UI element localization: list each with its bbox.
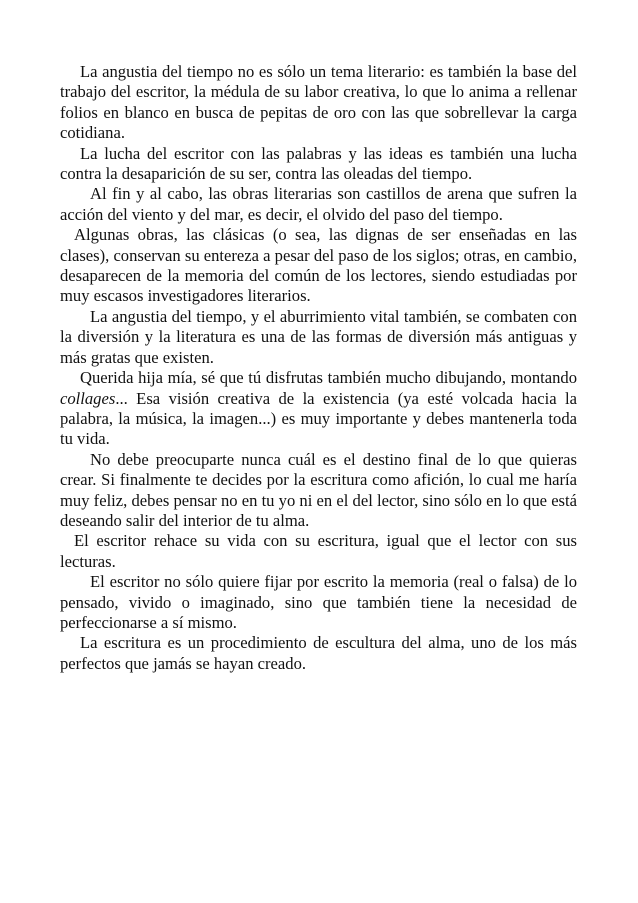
paragraph: La lucha del escritor con las palabras y las ideas es también una lucha contra la desaparición de su ser, contra las oleadas del tiempo. (60, 143, 577, 184)
paragraph-text: ... Esa visión creativa de la existencia (ya esté volcada hacia la palabra, la música, la imagen...) es muy importante y debes mantenerla toda tu vida. (60, 388, 577, 449)
paragraph: No debe preocuparte nunca cuál es el destino final de lo que quieras crear. Si finalmente te decides por la escritura como afición, lo cual me haría muy feliz, debes pensar no en tu yo ni en el del lector, sino sólo en lo que está deseando salir del interior de tu alma. (60, 449, 577, 530)
document-page (60, 62, 577, 674)
paragraph (60, 368, 577, 450)
paragraph: La angustia del tiempo no es sólo un tema literario: es también la base del trabajo del escritor, la médula de su labor creativa, lo que lo anima a rellenar folios en blanco en busca de pepitas de oro con las que sobrellevar la carga cotidiana. (60, 62, 577, 143)
paragraph: Al fin y al cabo, las obras literarias son castillos de arena que sufren la acción del viento y del mar, es decir, el olvido del paso del tiempo. (60, 184, 577, 224)
paragraph-text: Querida hija mía, sé que tú disfrutas también mucho dibujando, montando (80, 368, 577, 388)
paragraph: El escritor no sólo quiere fijar por escrito la memoria (real o falsa) de lo pensado, vivido o imaginado, sino que también tiene la necesidad de perfeccionarse a sí mismo. (60, 572, 577, 632)
paragraph: La escritura es un procedimiento de escultura del alma, uno de los más perfectos que jamás se hayan creado. (60, 633, 577, 673)
emphasized-word: collages (60, 388, 116, 408)
paragraph: La angustia del tiempo, y el aburrimiento vital también, se combaten con la diversión y la literatura es una de las formas de diversión más antiguas y más gratas que existen. (60, 306, 577, 367)
paragraph: Algunas obras, las clásicas (o sea, las dignas de ser enseñadas en las clases), conservan su entereza a pesar del paso de los siglos; otras, en cambio, desaparecen de la memoria del común de los lectores, siendo estudiadas por muy escasos investigadores literarios. (60, 225, 577, 306)
paragraph: El escritor rehace su vida con su escritura, igual que el lector con sus lecturas. (60, 531, 577, 571)
